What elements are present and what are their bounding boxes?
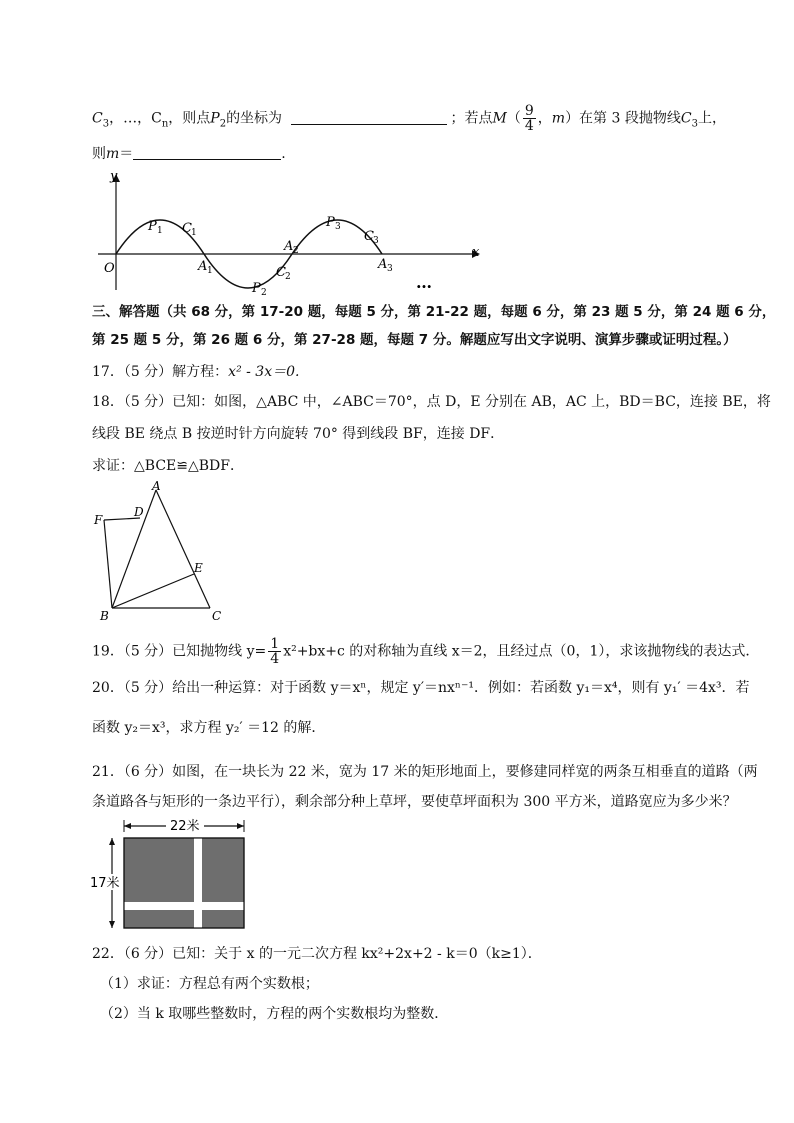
- p1-label: P: [148, 219, 157, 234]
- segment-be: [112, 574, 194, 608]
- c2-label: C: [276, 265, 286, 280]
- label-c: C: [212, 609, 222, 623]
- text-if-point: ；若点: [450, 110, 493, 127]
- c3-label: C: [364, 229, 374, 244]
- text-then-point: ，则点: [168, 110, 211, 127]
- p2-label: P: [252, 281, 261, 296]
- a3-label: A: [378, 257, 388, 272]
- c1-sub: 1: [191, 228, 197, 238]
- section3-header-2: 第 25 题 5 分，第 26 题 6 分，第 27-28 题，每题 7 分。解题应写出文字说明、演算步骤或证明过程。）: [92, 332, 737, 348]
- horizontal-road: [124, 902, 244, 910]
- label-d: D: [134, 505, 144, 519]
- question-20-line2: 函数 y₂＝x³，求方程 y₂′ ＝12 的解．: [92, 720, 326, 736]
- height-label: 17米: [90, 876, 120, 891]
- width-arrow-right: [237, 823, 244, 829]
- q16-line1: $C_3$，…，$C_n$，则点$P_2$的坐标为 ；若点M（ $\frac{9}{4}$ ，m）在第 3 段抛物线$C_3$上，: [92, 103, 726, 134]
- parabola-graph: [90, 166, 490, 296]
- question-18-line1: 18．（5 分）已知：如图，△ABC 中，∠ABC＝70°，点 D，E 分别在 AB，AC 上，BD＝BC，连接 BE，将: [92, 394, 771, 410]
- p3-label: P: [326, 215, 335, 230]
- q17-prefix: 17．（5 分）解方程：: [92, 364, 229, 380]
- fraction-1-4: $\frac{1}{4}$: [270, 636, 280, 667]
- p2-sub: 2: [261, 288, 267, 296]
- segment-bf: [104, 520, 112, 608]
- a2-label: A: [284, 239, 294, 254]
- origin-label: O: [104, 261, 115, 276]
- text-m: m: [551, 110, 566, 127]
- text-m-point: M: [492, 110, 507, 127]
- text-ellipsis: ，…，: [109, 110, 152, 127]
- q19-prefix: 19．（5 分）已知抛物线 y=: [92, 643, 267, 660]
- a2-sub: 2: [293, 246, 299, 256]
- c3-sub: 3: [373, 236, 379, 246]
- answer-blank-m[interactable]: [133, 145, 281, 160]
- x-label: x: [472, 245, 480, 260]
- width-label: 22米: [170, 819, 200, 834]
- text-period: .: [281, 146, 286, 162]
- question-18-line2: 线段 BE 绕点 B 按逆时针方向旋转 70° 得到线段 BF，连接 DF．: [92, 426, 505, 442]
- q16-line2: [92, 144, 286, 164]
- ellipsis-label: …: [416, 273, 432, 292]
- q19-suffix: 的对称轴为直线 x＝2，且经过点（0，1），求该抛物线的表达式．: [344, 643, 760, 660]
- question-22-part1: （1）求证：方程总有两个实数根；: [100, 976, 319, 992]
- question-17: [92, 362, 299, 382]
- width-arrow-left: [124, 823, 131, 829]
- a1-label: A: [198, 259, 208, 274]
- question-20-line1: 20．（5 分）给出一种运算：对于函数 y＝xⁿ，规定 y′＝nxⁿ⁻¹．例如：若函数 y₁＝x⁴，则有 y₁′ ＝4x³．若: [92, 680, 750, 696]
- triangle-figure: [88, 478, 238, 628]
- question-21-line2: 条道路各与矩形的一条边平行），剩余部分种上草坪，要使草坪面积为 300 平方米，道路宽应为多少米？: [92, 794, 737, 810]
- height-arrow-bottom: [109, 921, 115, 928]
- p1-sub: 1: [157, 226, 163, 236]
- question-22-line1: 22．（6 分）已知：关于 x 的一元二次方程 kx²+2x+2 - k＝0（k≥1）．: [92, 946, 542, 962]
- c2-sub: 2: [285, 272, 291, 282]
- answer-blank-p2[interactable]: [291, 110, 447, 125]
- text-p: P: [210, 110, 220, 127]
- text-coord-is: 的坐标为: [226, 110, 283, 127]
- a3-sub: 3: [387, 264, 393, 274]
- a1-sub: 1: [207, 266, 213, 276]
- question-18-line3: 求证：△BCE≌△BDF．: [92, 458, 244, 474]
- text-cn: C: [151, 110, 162, 127]
- text-c3: C: [680, 110, 692, 127]
- rectangle-roads-figure: [86, 814, 256, 934]
- c1-label: C: [182, 221, 192, 236]
- text-on-third: ）在第 3 段抛物线: [565, 110, 681, 127]
- q19-expression: x²+bx+c: [283, 643, 345, 660]
- y-label: y: [110, 169, 118, 184]
- text-c: C: [92, 110, 103, 127]
- fraction-9-4: $\frac{9}{4}$: [524, 103, 534, 134]
- text-then: 则: [92, 146, 106, 162]
- question-19: [92, 637, 759, 666]
- text-on: 上，: [697, 110, 726, 127]
- label-b: B: [100, 609, 109, 623]
- question-22-part2: （2）当 k 取哪些整数时，方程的两个实数根均为整数．: [100, 1006, 449, 1022]
- question-21-line1: 21．（6 分）如图，在一块长为 22 米，宽为 17 米的矩形地面上，要修建同样宽的两条互相垂直的道路（两: [92, 764, 758, 780]
- field-rectangle: [124, 838, 244, 928]
- text-eq: ＝: [119, 146, 134, 162]
- section3-header-1: 三、解答题（共 68 分，第 17-20 题，每题 5 分，第 21-22 题，每题 6 分，第 23 题 5 分，第 24 题 6 分，: [92, 304, 776, 320]
- q17-equation: x² - 3x＝0.: [228, 364, 300, 380]
- vertical-road: [194, 838, 202, 928]
- height-arrow-top: [109, 838, 115, 845]
- label-e: E: [194, 561, 203, 575]
- p3-sub: 3: [335, 222, 341, 232]
- text-m2: m: [106, 146, 120, 162]
- label-f: F: [94, 513, 103, 527]
- label-a: A: [152, 479, 161, 493]
- side-ac: [156, 490, 210, 608]
